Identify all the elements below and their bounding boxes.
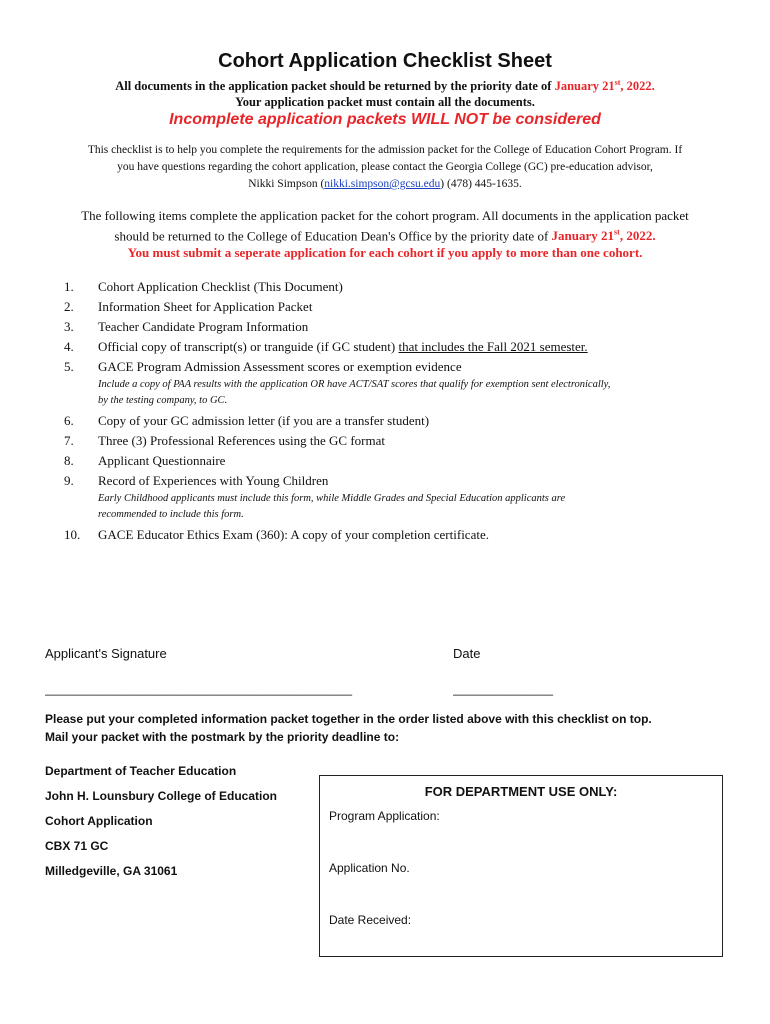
- advisor-email-link[interactable]: nikki.simpson@gcsu.edu: [324, 178, 441, 190]
- page-title: Cohort Application Checklist Sheet: [218, 50, 552, 72]
- items-intro-line-2: should be returned to the College of Education Dean's Office by the priority date of January 21st, 2022.: [114, 228, 656, 244]
- intro-line-3: Nikki Simpson (nikki.simpson@gcsu.edu) (478) 445-1635.: [248, 178, 522, 190]
- address-line-5: Milledgeville, GA 31061: [45, 864, 178, 878]
- checklist-item-6: 6. Copy of your GC admission letter (if you are a transfer student): [64, 413, 430, 428]
- incomplete-warning: Incomplete application packets WILL NOT be considered: [169, 111, 601, 128]
- instructions-line-1: Please put your completed information packet together in the order listed above with this checklist on top.: [45, 712, 652, 726]
- checklist-item-3: 3. Teacher Candidate Program Information: [64, 319, 309, 334]
- intro-line-2: you have questions regarding the cohort application, please contact the Georgia College (GC) pre-education advisor,: [117, 161, 653, 173]
- address-line-2: John H. Lounsbury College of Education: [45, 789, 278, 803]
- date-received-field: Date Received:: [329, 913, 412, 927]
- items-intro-line-1: The following items complete the application packet for the cohort program. All documents in the application packet: [81, 208, 689, 223]
- applicant-signature-line[interactable]: ______________________________________________: [45, 682, 352, 696]
- checklist-item-4: 4. Official copy of transcript(s) or tranguide (if GC student) that includes the Fall 2021 semester.: [64, 339, 588, 354]
- items-intro-paragraph: [30, 207, 740, 261]
- item-5-note: Include a copy of PAA results with the application OR have ACT/SAT scores that qualify for exemption sent electronically, by the testing company, to GC.: [98, 379, 611, 406]
- application-no-field: Application No.: [329, 861, 410, 875]
- date-label: Date: [453, 646, 481, 661]
- intro-paragraph: [40, 142, 730, 193]
- priority-date-prefix: All documents in the application packet should be returned by the priority date of: [115, 79, 555, 94]
- packet-requirement-line: Your application packet must contain all the documents.: [235, 95, 535, 109]
- item-9-note: Early Childhood applicants must include this form, while Middle Grades and Special Education applicants are recommended to include this form.: [98, 493, 566, 520]
- address-line-1: Department of Teacher Education: [45, 764, 237, 778]
- address-line-4: CBX 71 GC: [45, 839, 109, 853]
- priority-date: January 21st, 2022.: [554, 78, 655, 94]
- date-line[interactable]: _______________: [453, 682, 554, 696]
- checklist-item-1: 1. Cohort Application Checklist (This Document): [64, 279, 343, 294]
- checklist-item-2: 2. Information Sheet for Application Packet: [64, 299, 313, 314]
- department-use-box: [319, 775, 723, 957]
- intro-line-1: This checklist is to help you complete the requirements for the admission packet for the College of Education Cohort Program. If: [87, 144, 683, 156]
- checklist-item-8: 8. Applicant Questionnaire: [64, 453, 226, 468]
- priority-date-line: [0, 78, 770, 94]
- instructions-line-2: Mail your packet with the postmark by the priority deadline to:: [45, 730, 400, 744]
- program-application-field: Program Application:: [329, 809, 440, 823]
- applicant-signature-label: Applicant's Signature: [45, 646, 167, 661]
- checklist-item-10: 10. GACE Educator Ethics Exam (360): A copy of your completion certificate.: [64, 527, 489, 542]
- separate-application-notice: You must submit a seperate application for each cohort if you apply to more than one cohort.: [127, 245, 643, 261]
- checklist-item-5: 5. GACE Program Admission Assessment scores or exemption evidence: [64, 359, 462, 374]
- checklist-item-9: 9. Record of Experiences with Young Children: [64, 473, 329, 488]
- checklist-item-7: 7. Three (3) Professional References using the GC format: [64, 433, 385, 448]
- address-line-3: Cohort Application: [45, 814, 153, 828]
- department-use-title: FOR DEPARTMENT USE ONLY:: [424, 784, 618, 799]
